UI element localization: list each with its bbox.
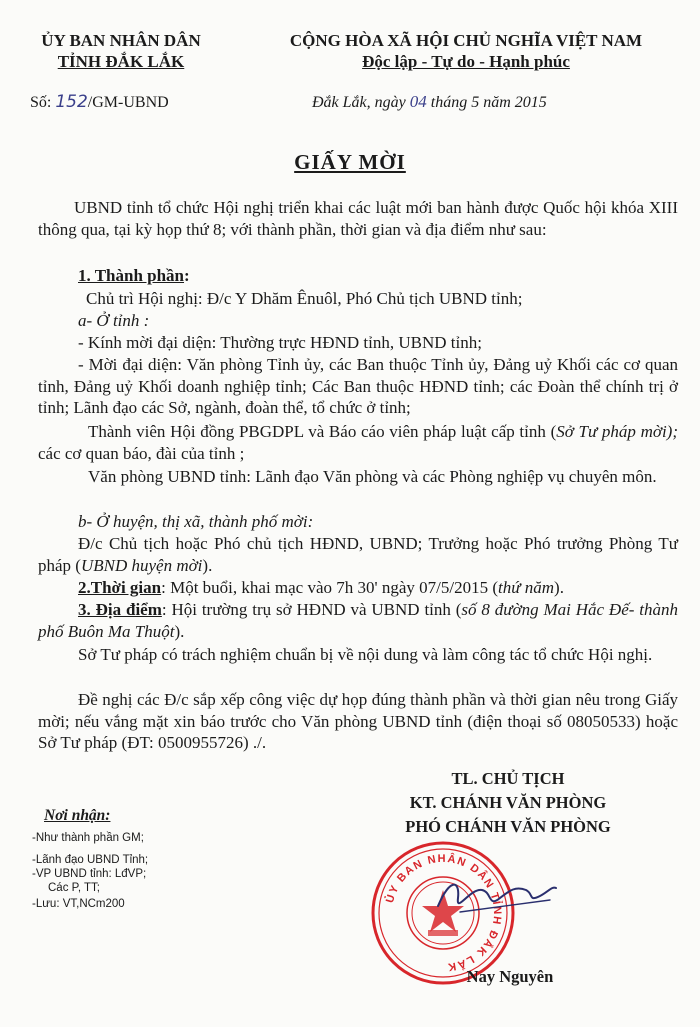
date-prefix: Đắk Lắk, ngày: [312, 94, 406, 111]
section1-heading: 1. Thành phần:: [78, 266, 190, 285]
section2-time: 2.Thời gian: Một buổi, khai mạc vào 7h 30' ngày 07/5/2015 (thứ năm).: [78, 578, 564, 597]
document-number: [30, 92, 169, 112]
seal-text: ỦY BAN NHÂN DÂN TỈNH ĐẮK LẮK: [384, 852, 504, 974]
nation-name: CỘNG HÒA XÃ HỘI CHỦ NGHĨA VIỆT NAM: [289, 31, 643, 50]
section1a-invite: - Kính mời đại diện: Thường trực HĐND tỉnh, UBND tỉnh;: [78, 333, 482, 352]
section1a-council: Thành viên Hội đồng PBGDPL và Báo cáo viên pháp luật cấp tỉnh (Sở Tư pháp mời); các cơ quan báo, đài của tỉnh ;: [38, 422, 678, 463]
section1a-representatives: - Mời đại diện: Văn phòng Tỉnh ủy, các Ban thuộc Tỉnh ủy, Đảng uỷ Khối các cơ quan tỉnh, Đảng uỷ Khối doanh nghiệp tỉnh; Các Ban thuộc HĐND tỉnh; các Đoàn thể chính trị ở tỉnh; Lãnh đạo các Sở, ngành, đoàn thể, tổ chức ở tỉnh;: [38, 355, 678, 417]
recipient-item: -Lãnh đạo UBND Tỉnh;: [32, 854, 149, 866]
signature-title-1: TL. CHỦ TỊCH: [451, 769, 565, 788]
doc-number-prefix: Số:: [30, 94, 52, 111]
recipient-item: Các P, TT;: [48, 882, 100, 894]
signature-title-3: PHÓ CHÁNH VĂN PHÒNG: [405, 817, 611, 836]
date-day-handwritten: 04: [409, 92, 427, 111]
motto: Độc lập - Tự do - Hạnh phúc: [362, 52, 570, 71]
date-rest: tháng 5 năm 2015: [430, 94, 547, 111]
recipient-item: -VP UBND tỉnh: LđVP;: [32, 868, 147, 880]
section2-heading: 2.Thời gian: [78, 578, 162, 597]
recipient-item: -Như thành phần GM;: [32, 832, 144, 844]
request-paragraph: Đề nghị các Đ/c sắp xếp công việc dự họp đúng thành phần và thời gian nêu trong Giấy mời; nếu vắng mặt xin báo trước cho Văn phòng UBND tỉnh (điện thoại số 08050533) hoặc Sở Tư pháp (ĐT: 0500955726) ./.: [38, 690, 678, 752]
signer-name: Nay Nguyên: [466, 967, 554, 986]
section1a-office: Văn phòng UBND tỉnh: Lãnh đạo Văn phòng và các Phòng nghiệp vụ chuyên môn.: [88, 467, 657, 486]
intro-paragraph: UBND tỉnh tổ chức Hội nghị triển khai các luật mới ban hành được Quốc hội khóa XIII thông qua, tại kỳ họp thứ 8; với thành phần, thời gian và địa điểm như sau:: [38, 198, 678, 239]
section1b-text: Đ/c Chủ tịch hoặc Phó chủ tịch HĐND, UBND; Trưởng hoặc Phó trưởng Phòng Tư pháp (UBND huyện mời).: [38, 534, 678, 575]
handwritten-signature: [430, 868, 560, 928]
issuing-authority: [16, 30, 226, 72]
issue-date: [312, 92, 547, 112]
section3-heading: 3. Địa điểm: [78, 600, 162, 619]
chairperson: Chủ trì Hội nghị: Đ/c Y Dhăm Ênuôl, Phó Chủ tịch UBND tỉnh;: [86, 289, 523, 308]
section1-heading-text: 1. Thành phần: [78, 266, 185, 285]
authority-line1: ỦY BAN NHÂN DÂN: [41, 31, 201, 50]
document-title: GIẤY MỜI: [294, 150, 406, 174]
section1a-label: a- Ở tỉnh :: [78, 311, 150, 330]
section1b-label: b- Ở huyện, thị xã, thành phố mời:: [78, 512, 314, 531]
responsibility-paragraph: Sở Tư pháp có trách nghiệm chuẩn bị về nội dung và làm công tác tổ chức Hội nghị.: [78, 645, 653, 664]
section3-location: 3. Địa điểm: Hội trường trụ sở HĐND và UBND tỉnh (số 8 đường Mai Hắc Đế- thành phố Buôn Ma Thuột).: [38, 600, 679, 641]
doc-number-handwritten: 152: [55, 92, 88, 112]
doc-number-suffix: /GM-UBND: [87, 94, 169, 111]
recipient-item: -Lưu: VT,NCm200: [32, 898, 125, 910]
recipients-title: Nơi nhận:: [44, 807, 111, 824]
authority-line2: TỈNH ĐẮK LẮK: [57, 52, 185, 71]
signature-title-2: KT. CHÁNH VĂN PHÒNG: [409, 793, 607, 812]
national-motto: [240, 30, 692, 72]
